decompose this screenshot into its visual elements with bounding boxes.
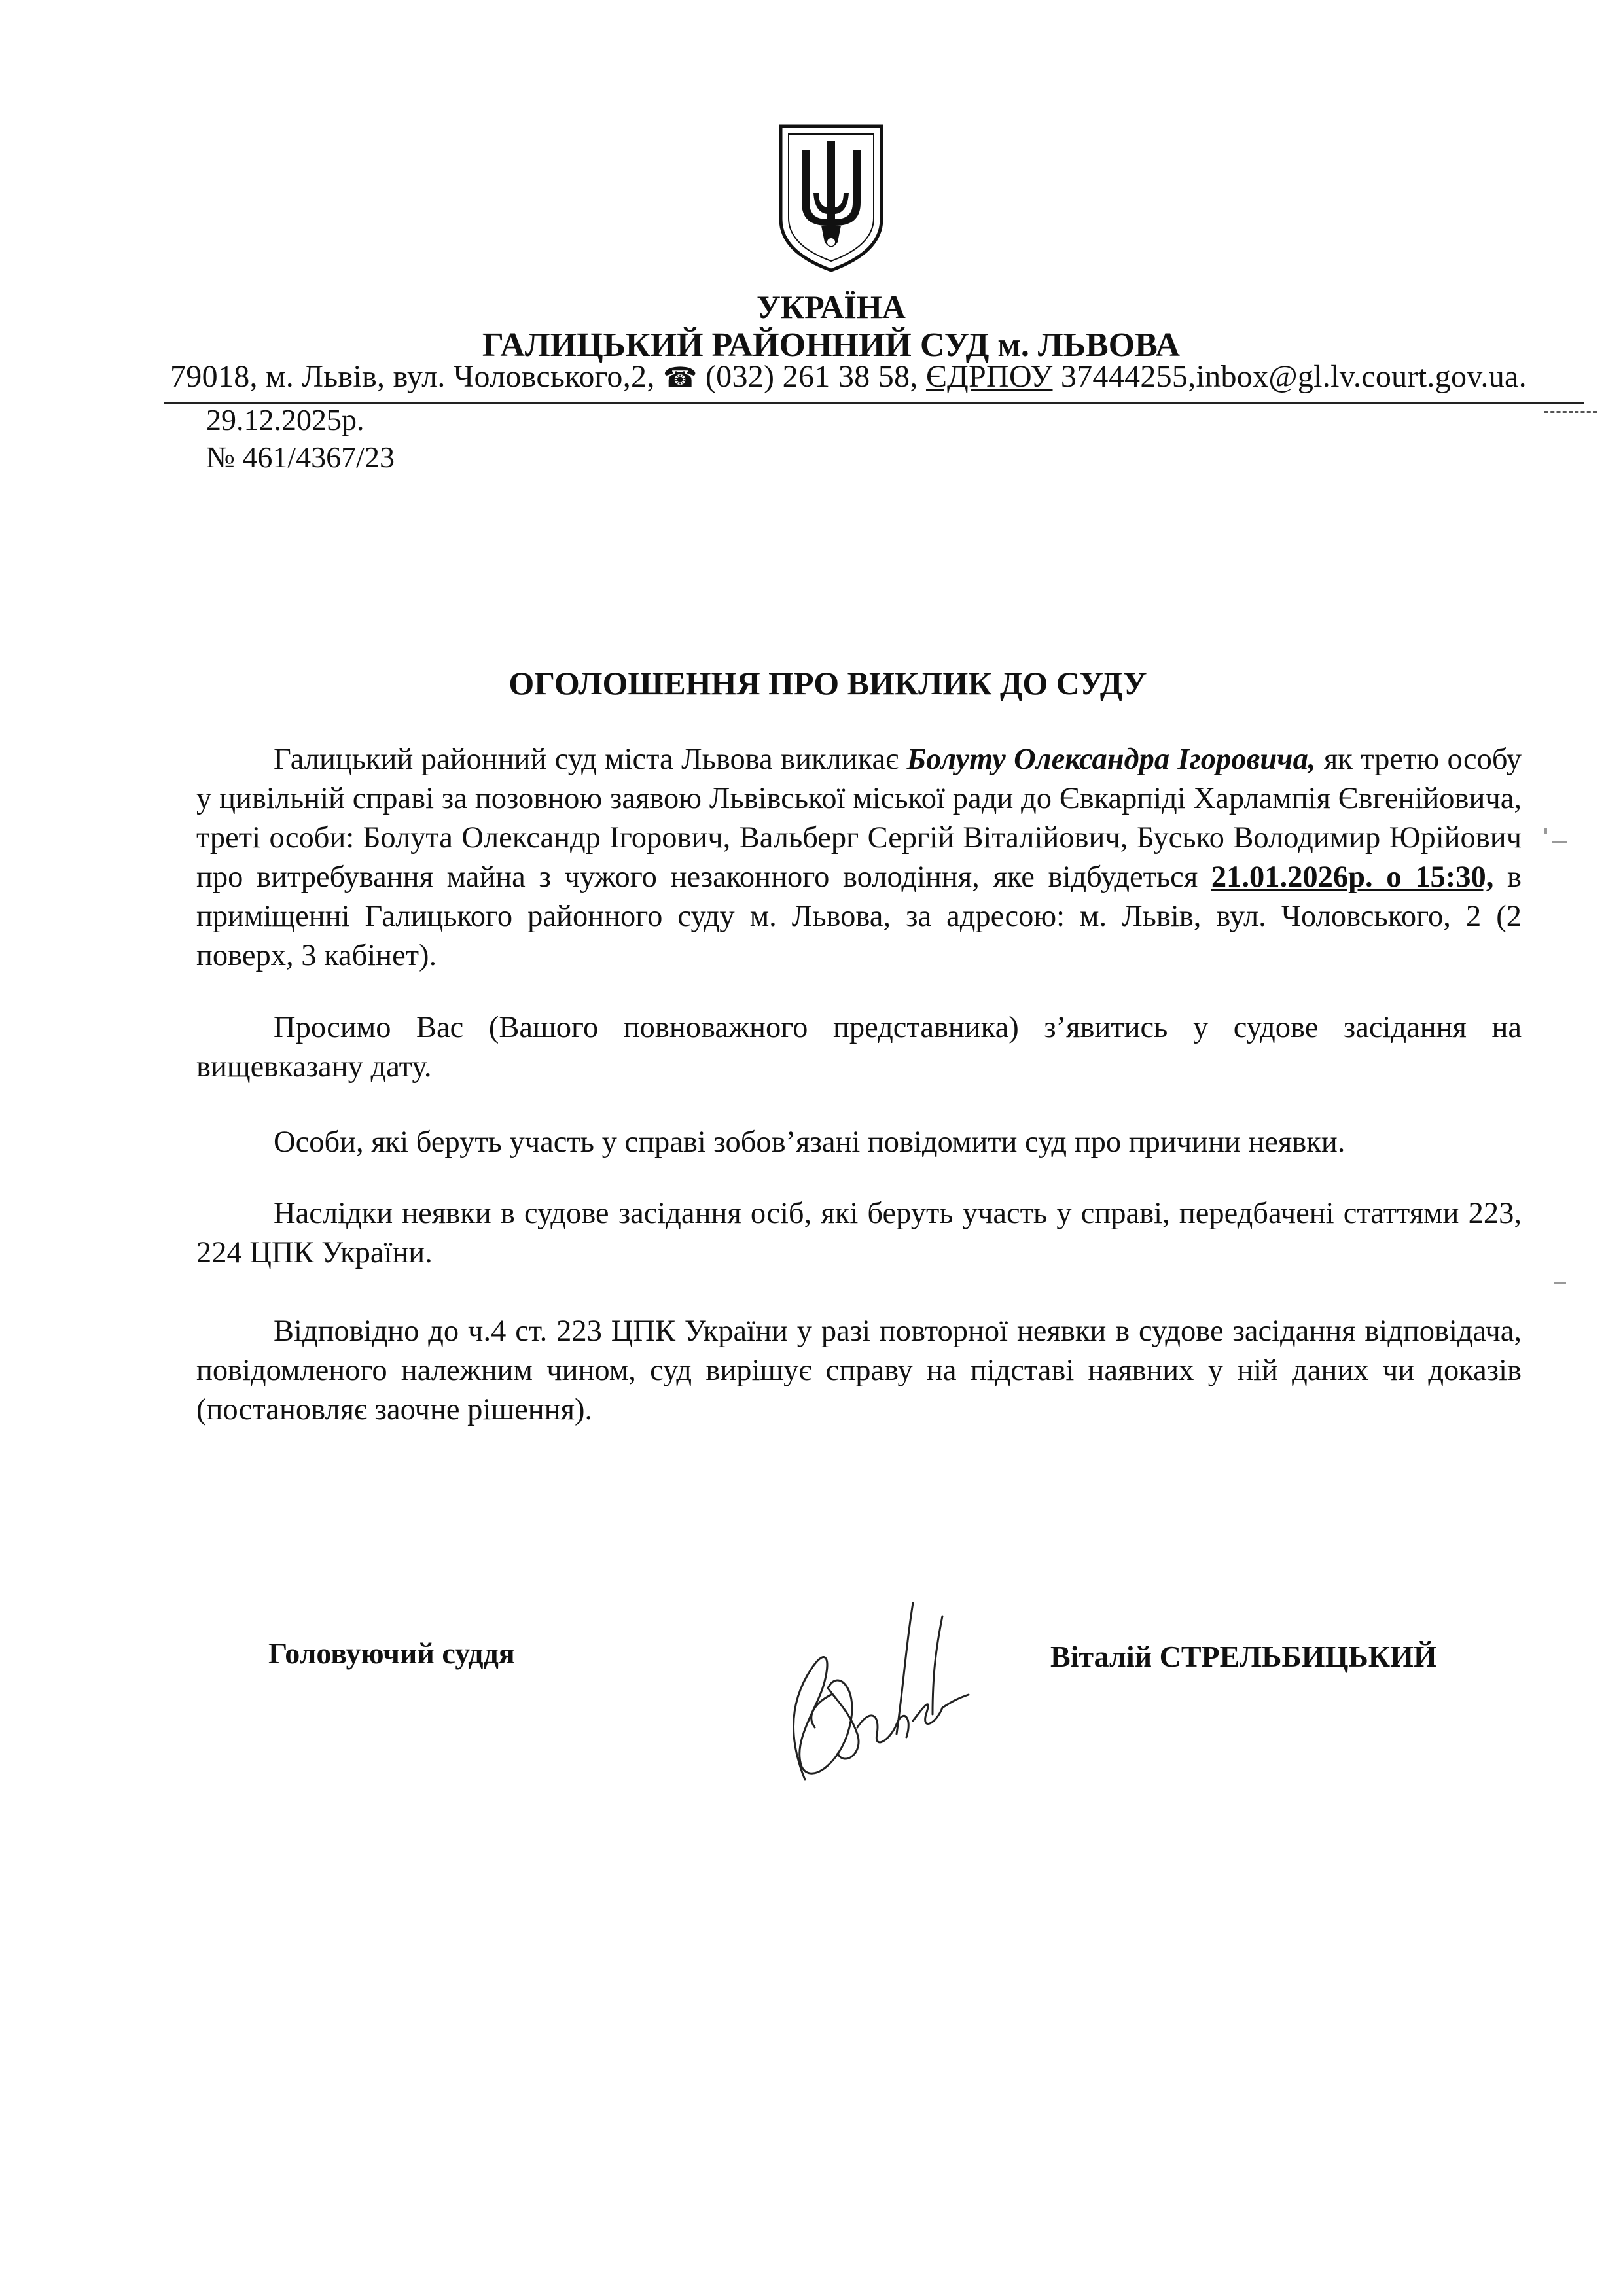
judge-role: Головуючий суддя bbox=[268, 1636, 515, 1670]
court-phone: (032) 261 38 58, bbox=[705, 359, 918, 394]
scan-mark bbox=[1554, 1282, 1566, 1284]
court-name-heading: ГАЛИЦЬКИЙ РАЙОННИЙ СУД м. ЛЬВОВА bbox=[482, 327, 1181, 364]
summons-case-details: як третю особу у цивільній справі за позовною заявою Львівської міської ради до Євкарпіді Харлампія Євгенійовича, треті особи: Болута Олександр Ігорович, Вальберг Сергій Віталійович, Бусько Володимир Юрійович про витребування майна з чужого незаконного володіння, яке відбудеться bbox=[196, 743, 1522, 894]
telephone-icon: ☎ bbox=[662, 363, 698, 393]
scan-mark bbox=[1552, 841, 1567, 843]
absence-notice-paragraph bbox=[196, 1123, 1522, 1162]
notice-title: ОГОЛОШЕННЯ ПРО ВИКЛИК ДО СУДУ bbox=[508, 665, 1147, 701]
appearance-request-text: Просимо Вас (Вашого повноважного представника) з’явитись у судове засідання на вищевказану дату. bbox=[196, 1011, 1522, 1084]
document-date: 29.12.2025р. bbox=[206, 403, 365, 436]
scan-mark bbox=[1544, 828, 1547, 834]
court-address: 79018, м. Львів, вул. Чоловського,2, bbox=[170, 359, 655, 394]
header-divider bbox=[164, 402, 1584, 404]
default-judgment-text: Відповідно до ч.4 ст. 223 ЦПК України у разі повторної неявки в судове засідання відповідача, повідомленого належним чином, суд вирішує справу на підставі наявних у ній даних чи доказів (постановляє заочне рішення). bbox=[196, 1315, 1522, 1426]
court-code-email: 37444255,inbox@gl.lv.court.gov.ua. bbox=[1060, 359, 1527, 394]
summons-intro: Галицький районний суд міста Львова викликає bbox=[274, 743, 907, 776]
coat-of-arms-emblem bbox=[776, 121, 887, 275]
header-divider-tail bbox=[1544, 411, 1597, 413]
handwritten-signature bbox=[766, 1590, 988, 1793]
appearance-request-paragraph bbox=[196, 1008, 1522, 1087]
hearing-datetime: 21.01.2026р. о 15:30, bbox=[1211, 860, 1494, 894]
default-judgment-paragraph bbox=[196, 1312, 1522, 1430]
hearing-location: в приміщенні Галицького районного суду м. Львова, за адресою: м. Львів, вул. Чоловського, 2 (2 поверх, 3 кабінет). bbox=[196, 860, 1522, 972]
summoned-person: Болуту Олександра Ігоровича, bbox=[906, 743, 1316, 776]
summons-paragraph bbox=[196, 740, 1522, 976]
judge-name: Віталій СТРЕЛЬБИЦЬКИЙ bbox=[1050, 1640, 1437, 1673]
consequences-paragraph bbox=[196, 1194, 1522, 1273]
case-number: № 461/4367/23 bbox=[206, 440, 395, 474]
court-contact-line bbox=[170, 359, 1571, 395]
absence-notice-text: Особи, які беруть участь у справі зобов’язані повідомити суд про причини неявки. bbox=[274, 1125, 1346, 1159]
consequences-text: Наслідки неявки в судове засідання осіб, які беруть участь у справі, передбачені статтями 223, 224 ЦПК України. bbox=[196, 1197, 1522, 1269]
court-code-label: ЄДРПОУ bbox=[925, 359, 1053, 394]
country-heading: УКРАЇНА bbox=[757, 289, 906, 325]
